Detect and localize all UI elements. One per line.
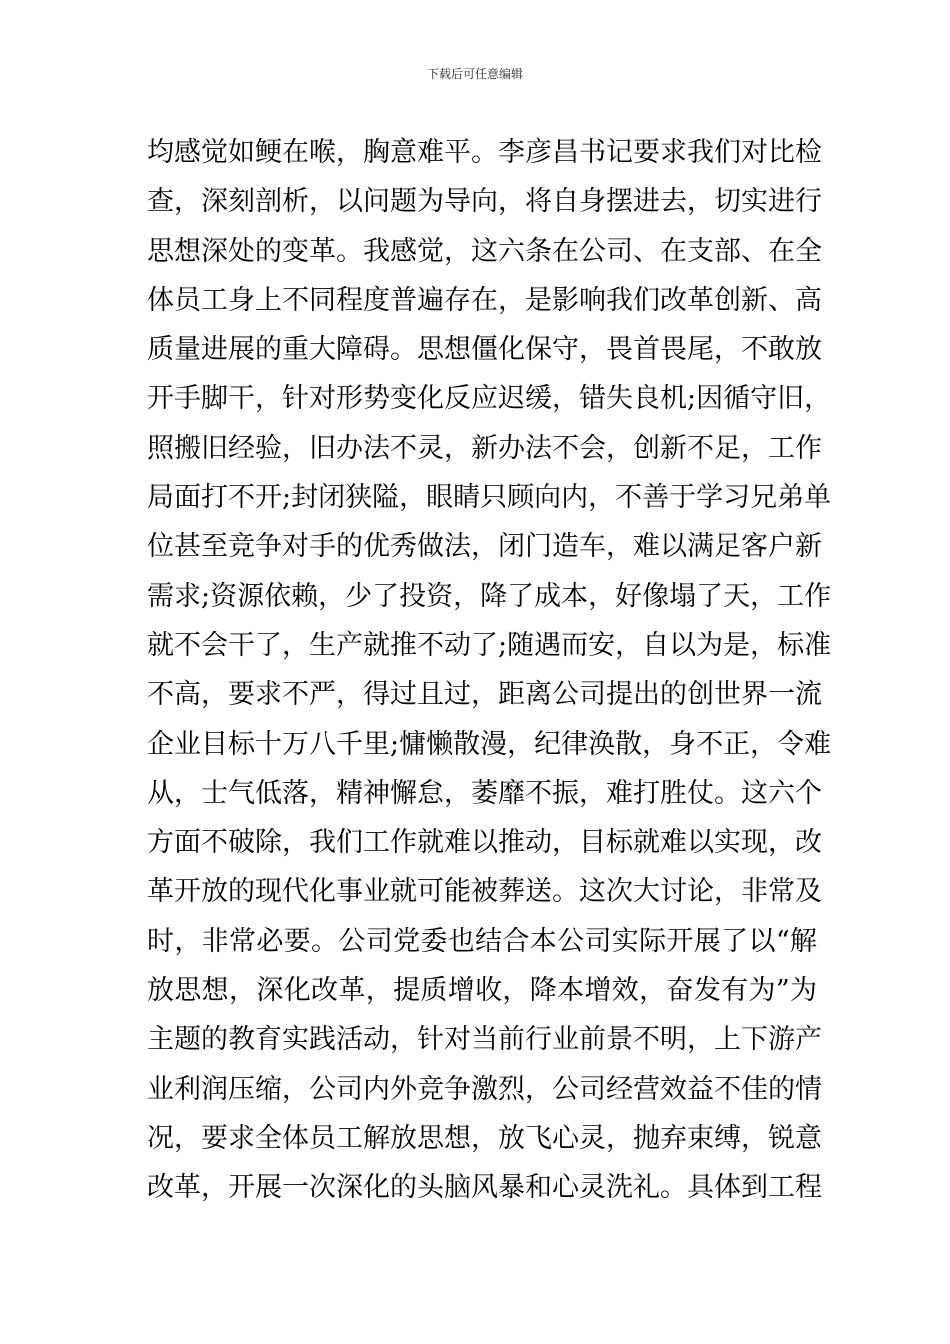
body-line: 思想深处的变革。我感觉，这六条在公司、在支部、在全 [147,235,822,267]
body-line: 局面打不开;封闭狭隘，眼睛只顾向内，不善于学习兄弟单 [147,482,832,514]
document-body [147,128,832,1213]
body-line: 革开放的现代化事业就可能被葬送。这次大讨论，非常及 [147,876,822,908]
body-line: 从，士气低落，精神懈怠，萎靡不振，难打胜仗。这六个 [147,777,822,809]
body-line: 况，要求全体员工解放思想，放飞心灵，抛弃束缚，锐意 [147,1122,822,1154]
body-line: 改革，开展一次深化的头脑风暴和心灵洗礼。具体到工程 [147,1172,822,1204]
body-line: 放思想，深化改革，提质增收，降本增效，奋发有为”为 [147,975,817,1007]
body-line: 业利润压缩，公司内外竞争激烈，公司经营效益不佳的情 [147,1073,822,1105]
body-line: 主题的教育实践活动，针对当前行业前景不明，上下游产 [147,1024,822,1056]
body-line: 企业目标十万八千里;慵懒散漫，纪律涣散，身不正，令难 [147,728,832,760]
body-line: 就不会干了，生产就推不动了;随遇而安，自以为是，标准 [147,629,832,661]
body-line: 时，非常必要。公司党委也结合本公司实际开展了以“解 [147,925,817,957]
body-line: 位甚至竞争对手的优秀做法，闭门造车，难以满足客户新 [147,531,822,563]
page-header: 下载后可任意编辑 [426,67,523,81]
body-line: 质量进展的重大障碍。思想僵化保守，畏首畏尾，不敢放 [147,334,822,366]
body-line: 均感觉如鲠在喉，胸意难平。李彦昌书记要求我们对比检 [147,137,822,168]
body-line: 方面不破除，我们工作就难以推动，目标就难以实现，改 [147,827,822,859]
body-line: 体员工身上不同程度普遍存在，是影响我们改革创新、高 [147,284,822,316]
body-line: 需求;资源依赖，少了投资，降了成本，好像塌了天，工作 [147,580,832,612]
body-line: 照搬旧经验，旧办法不灵，新办法不会，创新不足，工作 [147,432,822,464]
body-line: 不高，要求不严，得过且过，距离公司提出的创世界一流 [147,679,822,711]
body-line: 查，深刻剖析，以问题为导向，将自身摆进去，切实进行 [147,186,822,218]
body-line: 开手脚干，针对形势变化反应迟缓，错失良机;因循守旧， [147,383,832,415]
